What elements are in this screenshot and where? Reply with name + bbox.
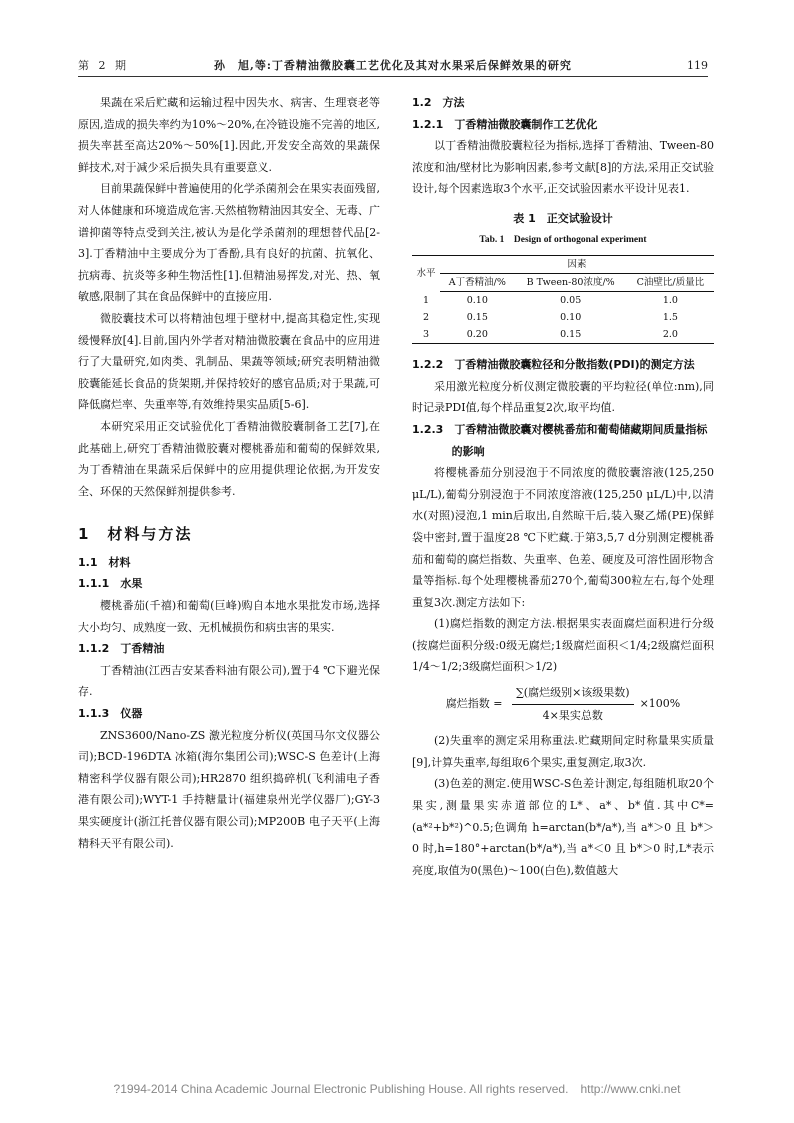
table-header-level: 水平	[412, 256, 440, 292]
right-column	[412, 92, 714, 881]
formula-tail: ×100%	[639, 697, 681, 711]
table-column-header: B Tween-80浓度/%	[515, 274, 627, 292]
table-column-header: A丁香精油/%	[440, 274, 515, 292]
subsubsection-heading-clove-oil: 1.1.2 丁香精油	[78, 642, 165, 656]
issue-number: 第 2 期	[78, 59, 129, 72]
intro-paragraph-4: 本研究采用正交试验优化丁香精油微胶囊制备工艺[7],在此基础上,研究丁香精油微胶囊对樱桃番茄和葡萄的保鲜效果,为丁香精油在果蔬采后保鲜中的应用提供理论依据,为开发安全、环保的天然保鲜剂提供参考.	[78, 419, 380, 498]
weight-loss-item: (2)失重率的测定采用称重法.贮藏期间定时称量果实质量[9],计算失重率,每组取6个果实,重复测定,取3次.	[412, 734, 714, 769]
table-cell: 2	[423, 312, 430, 324]
section-heading-materials-methods: 1 材料与方法	[78, 525, 193, 544]
table-cell: 1	[423, 294, 430, 306]
table-cell: 2.0	[627, 326, 714, 344]
instruments-text: ZNS3600/Nano-ZS 激光粒度分析仪(英国马尔文仪器公司);BCD-196DTA 冰箱(海尔集团公司);WSC-S 色差计(上海精密科学仪器有限公司);HR2870 组织捣碎机(飞利浦电子香港有限公司);WYT-1 手持糖量计(福建泉州光学仪器厂);GY-3 果实硬度计(浙江托普仪器有限公司);MP200B 电子天平(上海精科天平有限公司).	[78, 728, 380, 850]
running-title: 孙 旭,等:丁香精油微胶囊工艺优化及其对水果采后保鲜效果的研究	[214, 59, 572, 72]
subsubsection-heading-fruit: 1.1.1 水果	[78, 577, 143, 591]
color-difference-item: (3)色差的测定.使用WSC-S色差计测定,每组随机取20个果实,测量果实赤道部位的L*、a*、b*值.其中C*=(a*²+b*²)^0.5;色调角 h=arctan(b*/a*),当 a*＞0 且 b*＞0 时,h=180°+arctan(b*/a*),当 a*＜0 且 b*＞0 时,L*表示亮度,取值为0(黑色)～100(白色),数值越大	[412, 777, 714, 877]
page-number: 119	[687, 59, 708, 72]
subsubsection-heading-instruments: 1.1.3 仪器	[78, 707, 143, 721]
formula-denominator: 4×果实总数	[542, 708, 603, 722]
running-header	[78, 56, 708, 77]
table-cell: 1.5	[662, 312, 678, 324]
table-cell: 0.15	[466, 312, 488, 324]
subsubsection-heading-particle-size: 1.2.2 丁香精油微胶囊粒径和分散指数(PDI)的测定方法	[412, 358, 695, 372]
table-cell: 0.10	[466, 295, 488, 307]
formula-numerator: ∑(腐烂级别×该级果数)	[512, 682, 634, 705]
formula-lhs: 腐烂指数	[445, 697, 490, 711]
table-cell: 3	[412, 326, 440, 344]
table-cell: 0.15	[515, 326, 627, 344]
subsection-heading-materials: 1.1 材料	[78, 555, 131, 569]
table-row	[412, 309, 714, 326]
optimization-text: 以丁香精油微胶囊粒径为指标,选择丁香精油、Tween-80 浓度和油/壁材比为影响因素,参考文献[8]的方法,采用正交试验设计,每个因素选取3个水平,正交试验因素水平设计见表1.	[412, 139, 714, 196]
subsubsection-heading-optimization: 1.2.1 丁香精油微胶囊制作工艺优化	[412, 117, 598, 131]
table-cell: 0.05	[560, 295, 582, 307]
orthogonal-design-table	[412, 255, 714, 344]
clove-oil-text: 丁香精油(江西吉安某香料油有限公司),置于4 ℃下避光保存.	[78, 663, 380, 699]
decay-index-item: (1)腐烂指数的测定方法.根据果实表面腐烂面积进行分级(按腐烂面积分级:0级无腐烂;1级腐烂面积＜1/4;2级腐烂面积1/4～1/2;3级腐烂面积＞1/2)	[412, 617, 714, 674]
subsubsection-heading-quality: 1.2.3 丁香精油微胶囊对樱桃番茄和葡萄储藏期间质量指标的影响	[412, 422, 708, 458]
table-row	[412, 326, 714, 344]
intro-paragraph-2: 目前果蔬保鲜中普遍使用的化学杀菌剂会在果实表面残留,对人体健康和环境造成危害.天然植物精油因其安全、无毒、广谱抑菌等特点受到关注,被认为是化学杀菌剂的理想替代品[2-3].丁香精油中主要成分为丁香酚,具有良好的抗菌、抗氧化、抗病毒、抗炎等多种生物活性[1].但精油易挥发,对光、热、氧敏感,限制了其在食品保鲜中的直接应用.	[78, 182, 380, 304]
fruit-text: 樱桃番茄(千禧)和葡萄(巨峰)购自本地水果批发市场,选择大小均匀、成熟度一致、无机械损伤和病虫害的果实.	[78, 599, 380, 634]
table-column-header: C油壁比/质量比	[627, 274, 714, 292]
table-row	[412, 292, 714, 310]
copyright-footer: ?1994-2014 China Academic Journal Electronic Publishing House. All rights reserved. http://www.cnki.net	[113, 1082, 681, 1096]
intro-paragraph-1: 果蔬在采后贮藏和运输过程中因失水、病害、生理衰老等原因,造成的损失率约为10%～20%,在冷链设施不完善的地区,损失率甚至高达20%～50%[1].因此,开发安全高效的果蔬保鲜技术,对于减少采后损失具有重要意义.	[78, 96, 380, 174]
intro-paragraph-3: 微胶囊技术可以将精油包埋于壁材中,提高其稳定性,实现缓慢释放[4].目前,国内外学者对精油微胶囊在食品中的应用进行了大量研究,如肉类、乳制品、果蔬等领域;研究表明精油微胶囊能延长食品的货架期,并保持较好的感官品质;对于果蔬,可降低腐烂率、失重率等,有效维持果实品质[5-6].	[78, 311, 380, 412]
table-cell: 1.0	[662, 295, 678, 307]
decay-index-formula: 腐烂指数 = $\frac{\text{∑(腐烂级别×该级果数)}}{\text{4×果实总数}}$ ×100%	[412, 682, 714, 726]
formula-fraction	[512, 682, 634, 726]
table-cell: 0.20	[440, 326, 515, 344]
table-header-factor: 因素	[440, 256, 714, 274]
left-column	[78, 92, 380, 854]
quality-text: 将樱桃番茄分别浸泡于不同浓度的微胶囊溶液(125,250 μL/L),葡萄分别浸泡于不同浓度溶液(125,250 μL/L)中,以清水(对照)浸泡,1 min后取出,自然晾干后,装入聚乙烯(PE)保鲜袋中密封,置于温度28 ℃下贮藏.于第3,5,7 d分别测定樱桃番茄和葡萄的腐烂指数、失重率、色差、硬度及可溶性固形物含量等指标.每个处理樱桃番茄270个,葡萄300粒左右,每个处理重复3次.测定方法如下:	[412, 466, 714, 609]
subsection-heading-methods: 1.2 方法	[412, 96, 465, 109]
particle-size-text: 采用激光粒度分析仪测定微胶囊的平均粒径(单位:nm),同时记录PDI值,每个样品重复2次,取平均值.	[412, 379, 714, 415]
table-title-cn: 表 1 正交试验设计	[513, 211, 613, 225]
table-cell: 0.10	[560, 312, 582, 324]
table-title-en: Tab. 1 Design of orthogonal experiment	[479, 234, 647, 245]
